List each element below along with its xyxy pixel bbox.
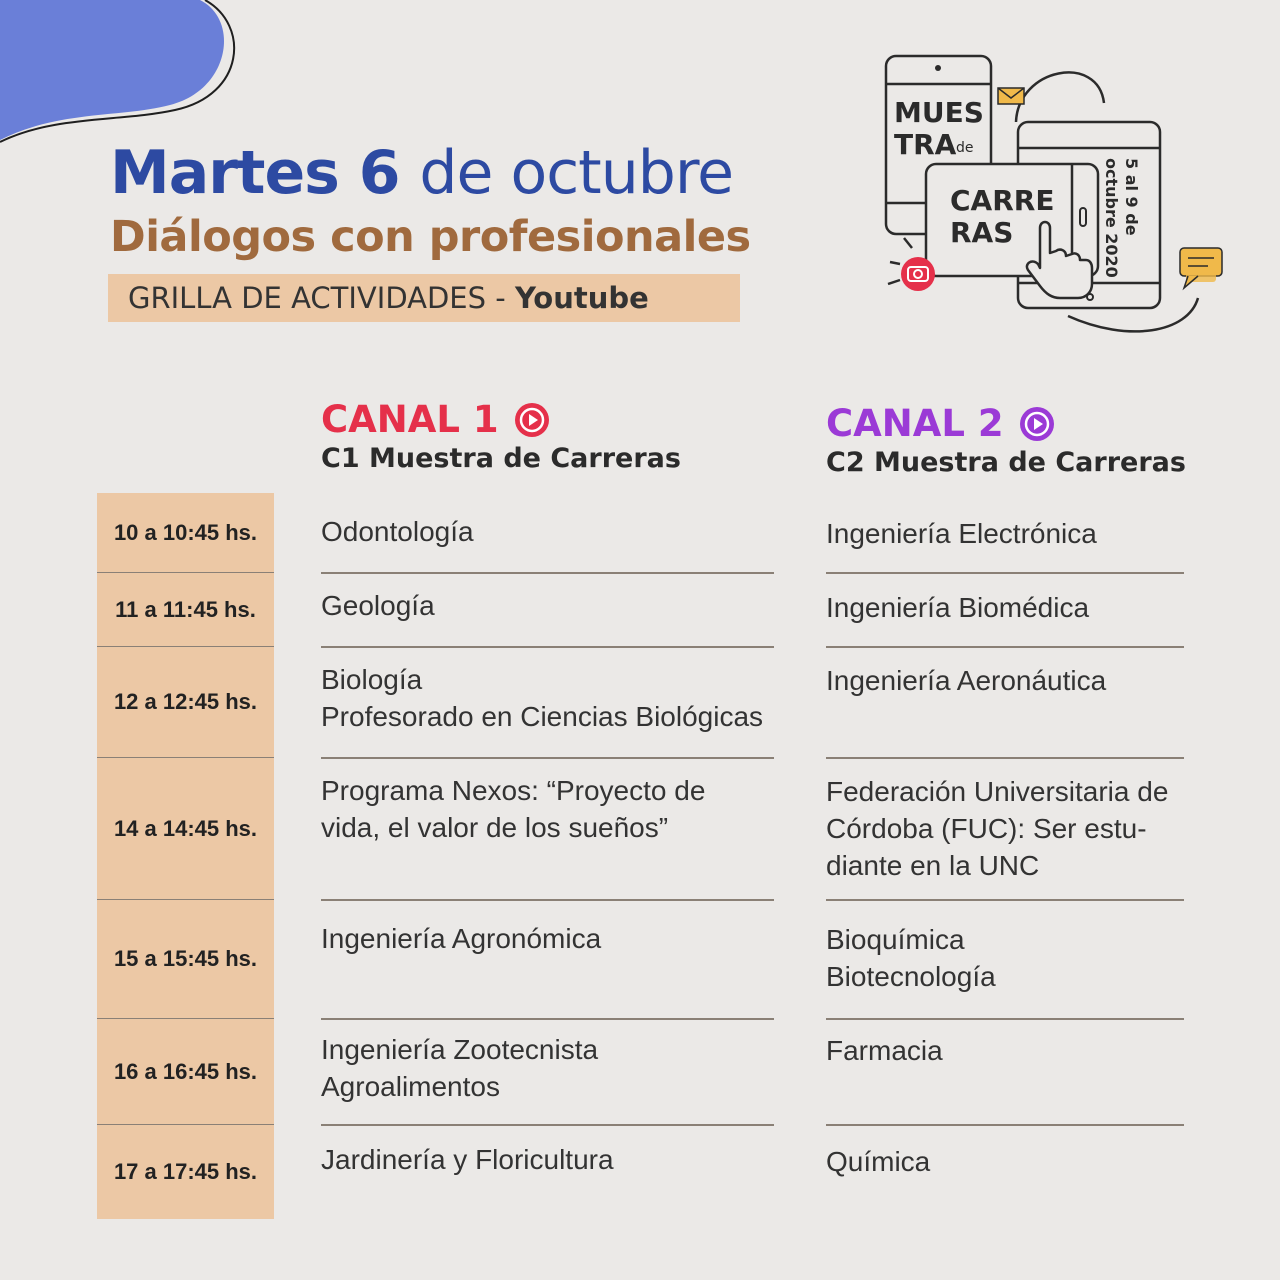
time-slot: 17 a 17:45 hs. <box>97 1124 274 1219</box>
row-divider <box>321 757 774 759</box>
channel-1-activity: Biología Profesorado en Ciencias Biológicas <box>321 664 764 732</box>
time-slot: 11 a 11:45 hs. <box>97 572 274 646</box>
row-divider <box>826 899 1184 901</box>
row-divider <box>321 899 774 901</box>
time-slot: 16 a 16:45 hs. <box>97 1018 274 1124</box>
channel-1-activity: Ingeniería Agronómica <box>321 923 602 954</box>
channel-1-activity: Geología <box>321 590 435 621</box>
row-divider <box>321 1124 774 1126</box>
time-slot: 12 a 12:45 hs. <box>97 646 274 757</box>
channel-2-header <box>826 402 1186 478</box>
channel-2-activity: Farmacia <box>826 1035 943 1066</box>
channel-1-header <box>321 398 681 474</box>
row-divider <box>826 757 1184 759</box>
play-icon[interactable] <box>513 401 551 439</box>
channel-1-activity: Programa Nexos: “Proyecto de vida, el valor de los sueños” <box>321 775 706 843</box>
row-divider <box>321 646 774 648</box>
channel-2-activity: Química <box>826 1146 931 1177</box>
logo-line-3: CARRE <box>950 184 1055 217</box>
channel-2-activity: Federación Universitaria de Córdoba (FUC): Ser estu- diante en la UNC <box>826 776 1169 881</box>
logo-line-4: RAS <box>950 216 1014 249</box>
channel-2-activity: Bioquímica Biotecnología <box>826 924 996 992</box>
decorative-blob <box>0 0 260 150</box>
channel-2-subtitle: C2 Muestra de Carreras <box>826 447 1186 478</box>
logo-line-2-small: de <box>956 140 974 156</box>
time-slot: 15 a 15:45 hs. <box>97 899 274 1018</box>
time-slot: 10 a 10:45 hs. <box>113 520 258 545</box>
row-divider <box>321 572 774 574</box>
channel-2-name: CANAL 2 <box>826 402 1004 445</box>
page-title: Martes 6 de octubre <box>110 138 734 208</box>
row-divider <box>826 646 1184 648</box>
channel-1-activity: Ingeniería Zootecnista Agroalimentos <box>321 1034 599 1102</box>
logo-line-2: TRA <box>894 128 957 161</box>
muestra-de-carreras-logo <box>868 48 1238 348</box>
play-icon[interactable] <box>1018 405 1056 443</box>
channel-1-activity: Odontología <box>321 516 474 547</box>
channel-1-name: CANAL 1 <box>321 398 499 441</box>
row-divider <box>826 572 1184 574</box>
row-divider <box>826 1018 1184 1020</box>
row-divider <box>826 1124 1184 1126</box>
logo-dates-1: 5 al 9 de <box>1122 158 1141 236</box>
activity-grid-banner: GRILLA DE ACTIVIDADES - Youtube <box>108 274 740 322</box>
channel-2-activity: Ingeniería Biomédica <box>826 592 1090 623</box>
row-divider <box>321 1018 774 1020</box>
logo-line-1: MUES <box>894 96 984 129</box>
time-slot: 14 a 14:45 hs. <box>97 757 274 899</box>
channel-1-subtitle: C1 Muestra de Carreras <box>321 443 681 474</box>
channel-1-activity: Jardinería y Floricultura <box>321 1144 614 1175</box>
page-subtitle: Diálogos con profesionales <box>110 212 751 262</box>
channel-2-activity: Ingeniería Aeronáutica <box>826 665 1107 696</box>
logo-dates-2: octubre 2020 <box>1102 158 1121 278</box>
channel-2-activity: Ingeniería Electrónica <box>826 518 1097 549</box>
